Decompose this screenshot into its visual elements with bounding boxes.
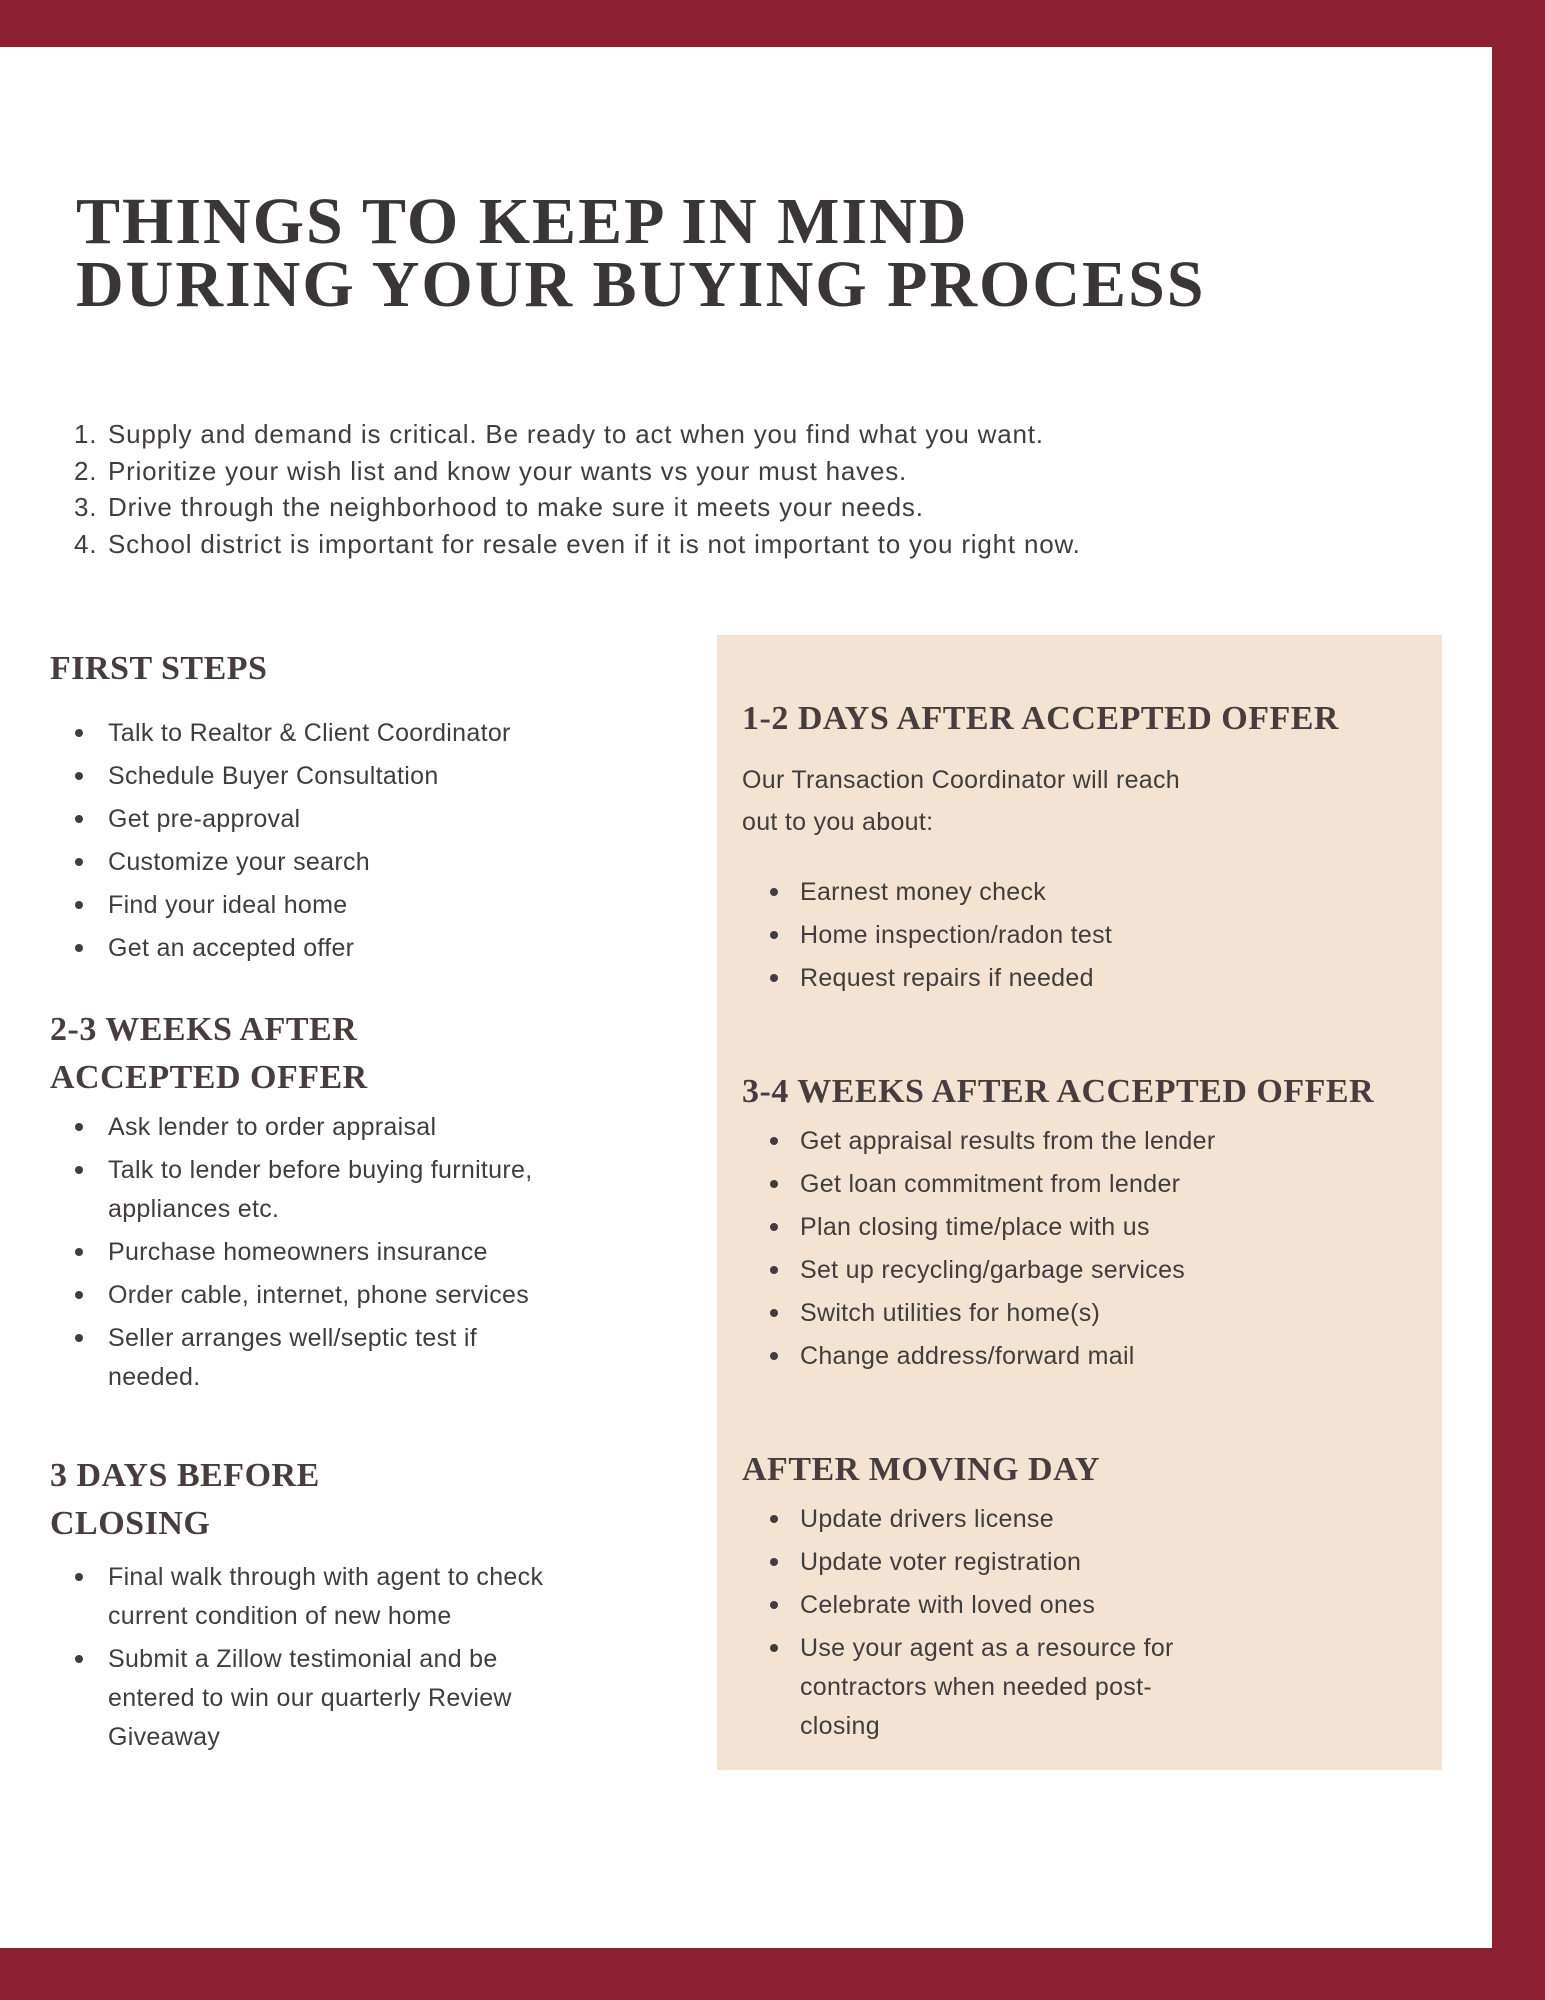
- intro-item: [74, 416, 1404, 453]
- list-item: Submit a Zillow testimonial and be entered to win our quarterly Review Giveaway: [50, 1640, 560, 1757]
- intro-tips: [74, 416, 1404, 562]
- list-item: Seller arranges well/septic test if needed.: [50, 1319, 560, 1397]
- list-item: Get loan commitment from lender: [770, 1165, 1225, 1204]
- section-intro: Our Transaction Coordinator will reach out to you about:: [742, 766, 1180, 836]
- left-section-3: [50, 1452, 560, 1757]
- list-item: Plan closing time/place with us: [770, 1208, 1225, 1247]
- intro-item-number: 4.: [74, 528, 98, 559]
- list-item: Celebrate with loved ones: [770, 1586, 1225, 1625]
- right-section-1: [742, 699, 1402, 998]
- intro-item-text: School district is important for resale even if it is not important to you right now.: [108, 528, 1081, 559]
- left-column: [50, 645, 560, 1761]
- intro-item-number: 1.: [74, 419, 98, 449]
- bullet-list: [50, 714, 560, 968]
- section-heading: 1-2 DAYS AFTER ACCEPTED OFFER: [742, 700, 1339, 737]
- intro-item-number: 2.: [74, 455, 98, 486]
- list-item: Ask lender to order appraisal: [50, 1108, 560, 1147]
- right-section-3: [742, 1450, 1402, 1746]
- intro-item-text: Drive through the neighborhood to make sure it meets your needs.: [108, 492, 924, 522]
- section-heading: AFTER MOVING DAY: [742, 1451, 1101, 1488]
- list-item: Earnest money check: [770, 873, 1225, 912]
- list-item: Update drivers license: [770, 1500, 1225, 1539]
- list-item: Purchase homeowners insurance: [50, 1233, 560, 1272]
- left-section-2: [50, 1006, 560, 1397]
- page-border-bottom: [0, 1948, 1545, 2000]
- section-heading: 3 DAYS BEFORE CLOSING: [50, 1457, 320, 1542]
- list-item: Switch utilities for home(s): [770, 1294, 1225, 1333]
- intro-item-text: Supply and demand is critical. Be ready to act when you find what you want.: [108, 419, 1044, 449]
- list-item: Home inspection/radon test: [770, 916, 1225, 955]
- page-title: [76, 185, 1336, 322]
- list-item: Get an accepted offer: [50, 929, 560, 968]
- section-heading: FIRST STEPS: [50, 650, 268, 687]
- intro-item: [74, 526, 1404, 563]
- list-item: Get pre-approval: [50, 800, 560, 839]
- bullet-list: [770, 1500, 1225, 1746]
- bullet-list: [50, 1558, 560, 1757]
- page-title-line-2: DURING YOUR BUYING PROCESS: [76, 248, 1206, 322]
- right-panel: [717, 635, 1442, 1770]
- page-border-right: [1492, 0, 1545, 2000]
- list-item: Talk to Realtor & Client Coordinator: [50, 714, 560, 753]
- bullet-list: [770, 873, 1225, 998]
- section-heading: 2-3 WEEKS AFTER ACCEPTED OFFER: [50, 1011, 368, 1096]
- list-item: Update voter registration: [770, 1543, 1225, 1582]
- left-section-1: [50, 645, 560, 968]
- list-item: Final walk through with agent to check current condition of new home: [50, 1558, 560, 1636]
- list-item: Order cable, internet, phone services: [50, 1276, 560, 1315]
- intro-item: [74, 453, 1404, 490]
- page-title-line-1: THINGS TO KEEP IN MIND: [76, 185, 969, 259]
- list-item: Customize your search: [50, 843, 560, 882]
- bullet-list: [770, 1122, 1225, 1376]
- intro-item-text: Prioritize your wish list and know your wants vs your must haves.: [108, 455, 908, 486]
- right-section-2: [742, 1072, 1402, 1376]
- page-border-top: [0, 0, 1545, 47]
- list-item: Set up recycling/garbage services: [770, 1251, 1225, 1290]
- list-item: Get appraisal results from the lender: [770, 1122, 1225, 1161]
- intro-numbered-list: [74, 416, 1404, 562]
- list-item: Talk to lender before buying furniture, appliances etc.: [50, 1151, 560, 1229]
- list-item: Change address/forward mail: [770, 1337, 1225, 1376]
- intro-item: [74, 489, 1404, 526]
- bullet-list: [50, 1108, 560, 1397]
- section-heading: 3-4 WEEKS AFTER ACCEPTED OFFER: [742, 1073, 1375, 1110]
- list-item: Request repairs if needed: [770, 959, 1225, 998]
- list-item: Find your ideal home: [50, 886, 560, 925]
- list-item: Use your agent as a resource for contractors when needed post-closing: [770, 1629, 1225, 1746]
- intro-item-number: 3.: [74, 492, 98, 522]
- list-item: Schedule Buyer Consultation: [50, 757, 560, 796]
